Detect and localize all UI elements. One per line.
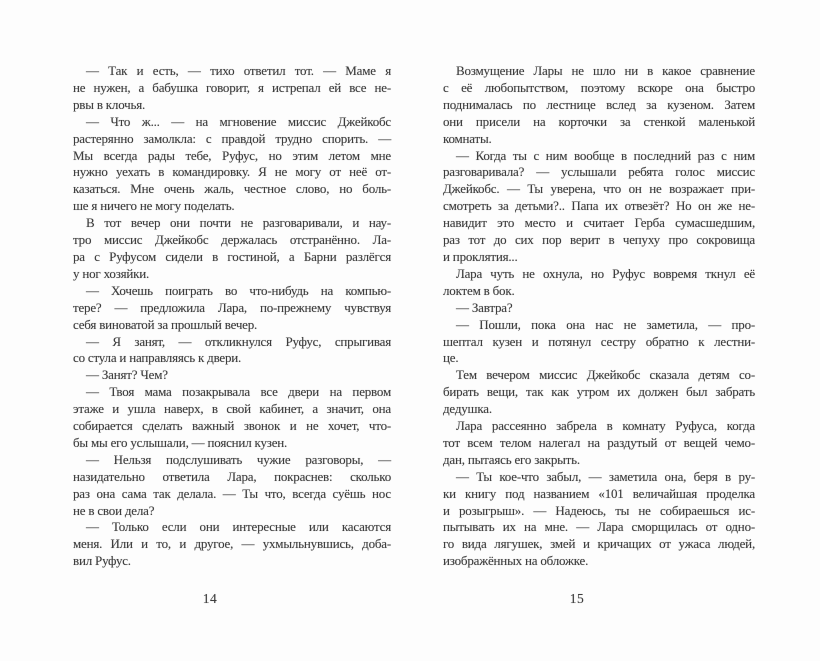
text-line: — Нельзя подслушивать чужие разговоры, — (86, 451, 391, 467)
text-line: тро миссис Джейкобс держалась отстранённо. Ла- (73, 232, 391, 248)
text-line: пытывать их на мне. — Лара сморщилась от одно- (443, 519, 755, 535)
text-line: изображённых на обложке. (443, 553, 589, 569)
text-line: Тем вечером миссис Джейкобс сказала детям со- (456, 367, 755, 383)
text-line: навидит это место и считает Герба сумасшедшим, (443, 215, 755, 231)
text-line: — Занят? Чем? (86, 367, 168, 383)
text-line: Лара рассеянно забрела в комнату Руфуса, когда (456, 418, 755, 434)
text-line: ки книгу под названием «101 величайшая проделка (443, 485, 755, 501)
text-line: Лара чуть не охнула, но Руфус вовремя ткнул её (456, 265, 755, 281)
page-text-left (73, 63, 391, 570)
text-line: це. (443, 350, 459, 366)
text-line: со стула и направляясь к двери. (73, 350, 242, 366)
text-line: растерянно замолкла: с правдой трудно спорить. — (73, 130, 391, 146)
text-line: — Только если они интересные или касаются (86, 519, 391, 535)
page-number-left: 14 (202, 591, 218, 607)
text-line: — Что ж... — на мгновение миссис Джейкобс (86, 113, 391, 129)
text-line: поднималась по лестнице вслед за кузеном. Затем (443, 96, 755, 112)
text-line: разговаривала? — услышали ребята голос миссис (443, 164, 755, 180)
text-line: раз она сама так делала. — Ты что, всегда суёшь нос (73, 485, 391, 501)
text-line: — Твоя мама позакрывала все двери на первом (86, 384, 391, 400)
text-line: рвы в клочья. (73, 96, 146, 112)
text-line: меня. Или и то, и другое, — ухмыльнувшись, доба- (73, 536, 391, 552)
book-page-left (73, 63, 391, 607)
text-line: раз тот до сих пор верит в чепуху про сокровища (443, 232, 755, 248)
text-line: — Завтра? (456, 299, 513, 315)
text-line: ра с Руфусом сидели в гостиной, а Барни разлёгся (73, 248, 391, 264)
text-line: — Когда ты с ним вообще в последний раз с ним (456, 147, 755, 163)
text-line: комнаты. (443, 130, 492, 146)
text-line: не в свои дела? (73, 502, 155, 518)
text-line: локтем в бок. (443, 282, 515, 298)
text-line: Возмущение Лары не шло ни в какое сравнение (456, 63, 755, 78)
text-line: Джейкобс. — Ты уверена, что он не возражает при- (443, 181, 755, 197)
text-line: назидательно ответила Лара, покраснев: сколько (73, 468, 391, 484)
text-line: Мы всегда рады тебе, Руфус, но этим летом мне (73, 147, 391, 163)
text-line: шептал кузен и потянул сестру обратно к лестни- (443, 333, 755, 349)
text-line: дан, пытаясь его закрыть. (443, 451, 580, 467)
text-line: — Хочешь поиграть во что-нибудь на компью- (86, 282, 391, 298)
text-line: дедушка. (443, 401, 492, 417)
text-line: нужно уехать в командировку. Я не могу от неё от- (73, 164, 391, 180)
text-line: — Ты кое-что забыл, — заметила она, беря в ру- (456, 468, 755, 484)
text-line: В тот вечер они почти не разговаривали, и нау- (86, 215, 391, 231)
text-line: с её любопытством, поэтому вскоре она быстро (443, 79, 755, 95)
text-line: собирается сделать важный звонок и не хочет, что- (73, 418, 391, 434)
text-line: не нужен, а бабушка говорит, я истрепал ей все не- (73, 79, 391, 95)
text-line: тере? — предложила Лара, по-прежнему чувствуя (73, 299, 391, 315)
text-line: ше я ничего не могу поделать. (73, 198, 235, 214)
text-line: и розыгрыш». — Надеюсь, ты не собираешься ис- (443, 502, 755, 518)
text-line: вил Руфус. (73, 553, 131, 569)
page-text-right (443, 63, 755, 570)
text-line: бы мы его услышали, — пояснил кузен. (73, 434, 288, 450)
text-line: этаже и ушла наверх, в свой кабинет, а значит, она (73, 401, 391, 417)
text-line: себя виноватой за прошлый вечер. (73, 316, 258, 332)
text-line: смотреть за детьми?.. Папа их отвезёт? Но он же не- (443, 198, 755, 214)
text-line: тот всем телом налегал на раздутый от вещей чемо- (443, 434, 755, 450)
text-line: они присели на корточки за стенкой маленькой (443, 113, 755, 129)
text-line: у ног хозяйки. (73, 265, 150, 281)
text-line: — Я занят, — откликнулся Руфус, спрыгивая (86, 333, 391, 349)
text-line: бирать вещи, так как утром их должен был забрать (443, 384, 755, 400)
text-line: и проклятия... (443, 248, 518, 264)
text-line: казаться. Мне очень жаль, честное слово, но боль- (73, 181, 391, 197)
text-line: го вида лягушек, змей и кричащих от ужаса людей, (443, 536, 755, 552)
text-line: — Так и есть, — тихо ответил тот. — Маме я (86, 63, 391, 78)
text-line: — Пошли, пока она нас не заметила, — про- (456, 316, 755, 332)
book-page-right (443, 63, 755, 607)
page-number-right: 15 (569, 591, 585, 607)
